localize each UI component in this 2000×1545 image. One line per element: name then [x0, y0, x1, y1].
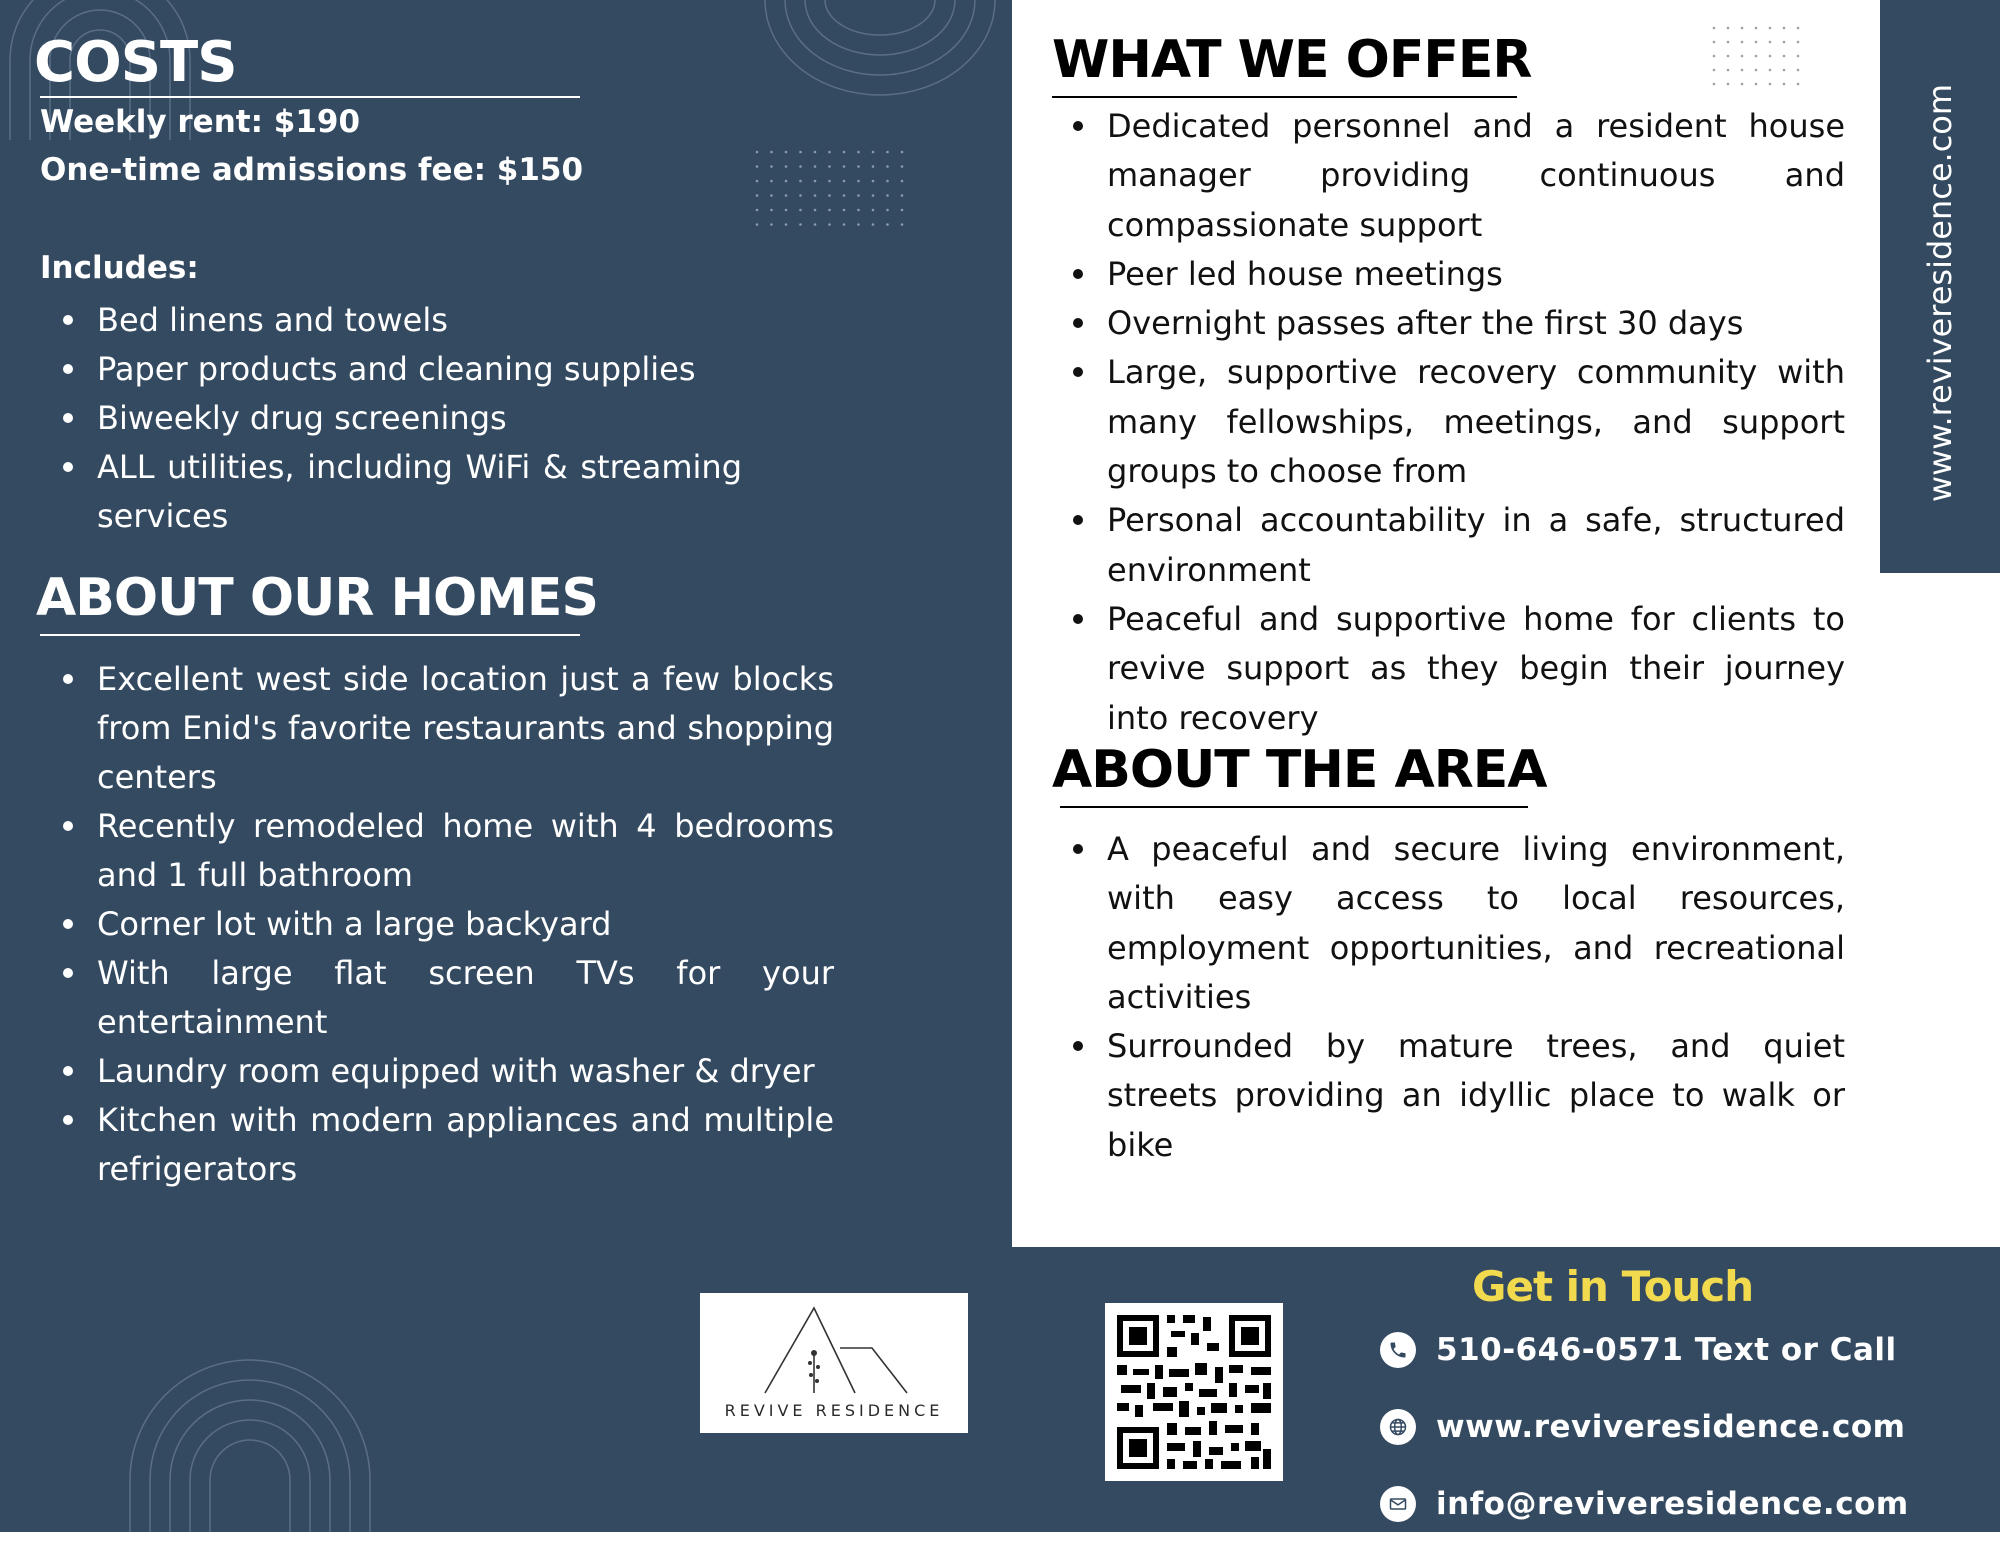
homes-heading-rule: [40, 634, 580, 636]
list-item: Laundry room equipped with washer & dryer: [42, 1047, 834, 1096]
dot-grid-right: [1712, 26, 1802, 86]
bullet: [1073, 121, 1083, 131]
tent-flower-logo-icon: [700, 1293, 968, 1398]
list-item: Large, supportive recovery community with many fellowships, meetings, and support groups to choose from: [1052, 348, 1845, 496]
arc-decoration-top-center: [760, 0, 1000, 100]
list-item: A peaceful and secure living environment, with easy access to local resources, employment opportunities, and recreational activities: [1052, 825, 1845, 1022]
mail-icon: [1380, 1486, 1416, 1522]
bullet: [1073, 367, 1083, 377]
list-item: Bed linens and towels: [42, 296, 742, 345]
phone-icon: [1380, 1332, 1416, 1368]
admissions-fee: One-time admissions fee: $150: [40, 152, 584, 188]
offer-heading: WHAT WE OFFER: [1052, 30, 1532, 90]
bullet: [1073, 318, 1083, 328]
costs-heading: COSTS: [34, 30, 237, 95]
bullet: [63, 968, 73, 978]
globe-icon: [1380, 1409, 1416, 1445]
list-item: Peaceful and supportive home for clients to revive support as they begin their journey into recovery: [1052, 595, 1845, 743]
area-list: [1052, 825, 1845, 1170]
list-item: Biweekly drug screenings: [42, 394, 742, 443]
side-url[interactable]: www.reviveresidence.com: [1921, 83, 1959, 503]
bullet: [63, 462, 73, 472]
list-item: Dedicated personnel and a resident house manager providing continuous and compassionate support: [1052, 102, 1845, 250]
bullet: [63, 674, 73, 684]
bullet: [63, 315, 73, 325]
contact-title: Get in Touch: [1472, 1262, 1754, 1311]
homes-heading: ABOUT OUR HOMES: [36, 568, 598, 628]
list-item: Peer led house meetings: [1052, 250, 1845, 299]
bullet: [63, 821, 73, 831]
bullet: [1073, 515, 1083, 525]
qr-code[interactable]: [1105, 1303, 1283, 1481]
area-heading-rule: [1060, 806, 1528, 808]
bullet: [1073, 1041, 1083, 1051]
contact-email[interactable]: info@reviveresidence.com: [1436, 1486, 1909, 1522]
bullet: [63, 364, 73, 374]
bullet: [1073, 844, 1083, 854]
area-heading: ABOUT THE AREA: [1052, 740, 1547, 800]
offer-list: [1052, 102, 1845, 743]
weekly-rent: Weekly rent: $190: [40, 104, 361, 140]
contact-website[interactable]: www.reviveresidence.com: [1436, 1409, 1906, 1445]
list-item: Overnight passes after the first 30 days: [1052, 299, 1845, 348]
list-item: Recently remodeled home with 4 bedrooms and 1 full bathroom: [42, 802, 834, 900]
bullet: [1073, 269, 1083, 279]
dot-grid-left: [755, 150, 905, 235]
bullet: [63, 413, 73, 423]
contact-website-row[interactable]: [1380, 1409, 1905, 1445]
includes-label: Includes:: [40, 250, 199, 286]
bottom-margin: [0, 1532, 2000, 1545]
contact-phone[interactable]: 510-646-0571 Text or Call: [1436, 1332, 1897, 1368]
list-item: Personal accountability in a safe, structured environment: [1052, 496, 1845, 595]
costs-heading-rule: [40, 96, 580, 98]
logo-text: REVIVE RESIDENCE: [724, 1401, 944, 1420]
list-item: ALL utilities, including WiFi & streaming services: [42, 443, 742, 541]
list-item: Paper products and cleaning supplies: [42, 345, 742, 394]
list-item: Corner lot with a large backyard: [42, 900, 834, 949]
offer-heading-rule: [1052, 96, 1517, 98]
includes-list: [42, 296, 742, 541]
bullet: [63, 1115, 73, 1125]
contact-phone-row[interactable]: [1380, 1332, 1897, 1368]
bullet: [63, 919, 73, 929]
revive-residence-logo: [700, 1293, 968, 1433]
contact-email-row[interactable]: [1380, 1486, 1909, 1522]
list-item: Surrounded by mature trees, and quiet streets providing an idyllic place to walk or bike: [1052, 1022, 1845, 1170]
qr-code-icon: [1105, 1303, 1283, 1481]
homes-list: [42, 655, 834, 1194]
list-item: Excellent west side location just a few blocks from Enid's favorite restaurants and shopping centers: [42, 655, 834, 802]
list-item: Kitchen with modern appliances and multiple refrigerators: [42, 1096, 834, 1194]
list-item: With large flat screen TVs for your entertainment: [42, 949, 834, 1047]
bullet: [1073, 614, 1083, 624]
bullet: [63, 1066, 73, 1076]
arc-decoration-bottom-left: [125, 1355, 385, 1532]
